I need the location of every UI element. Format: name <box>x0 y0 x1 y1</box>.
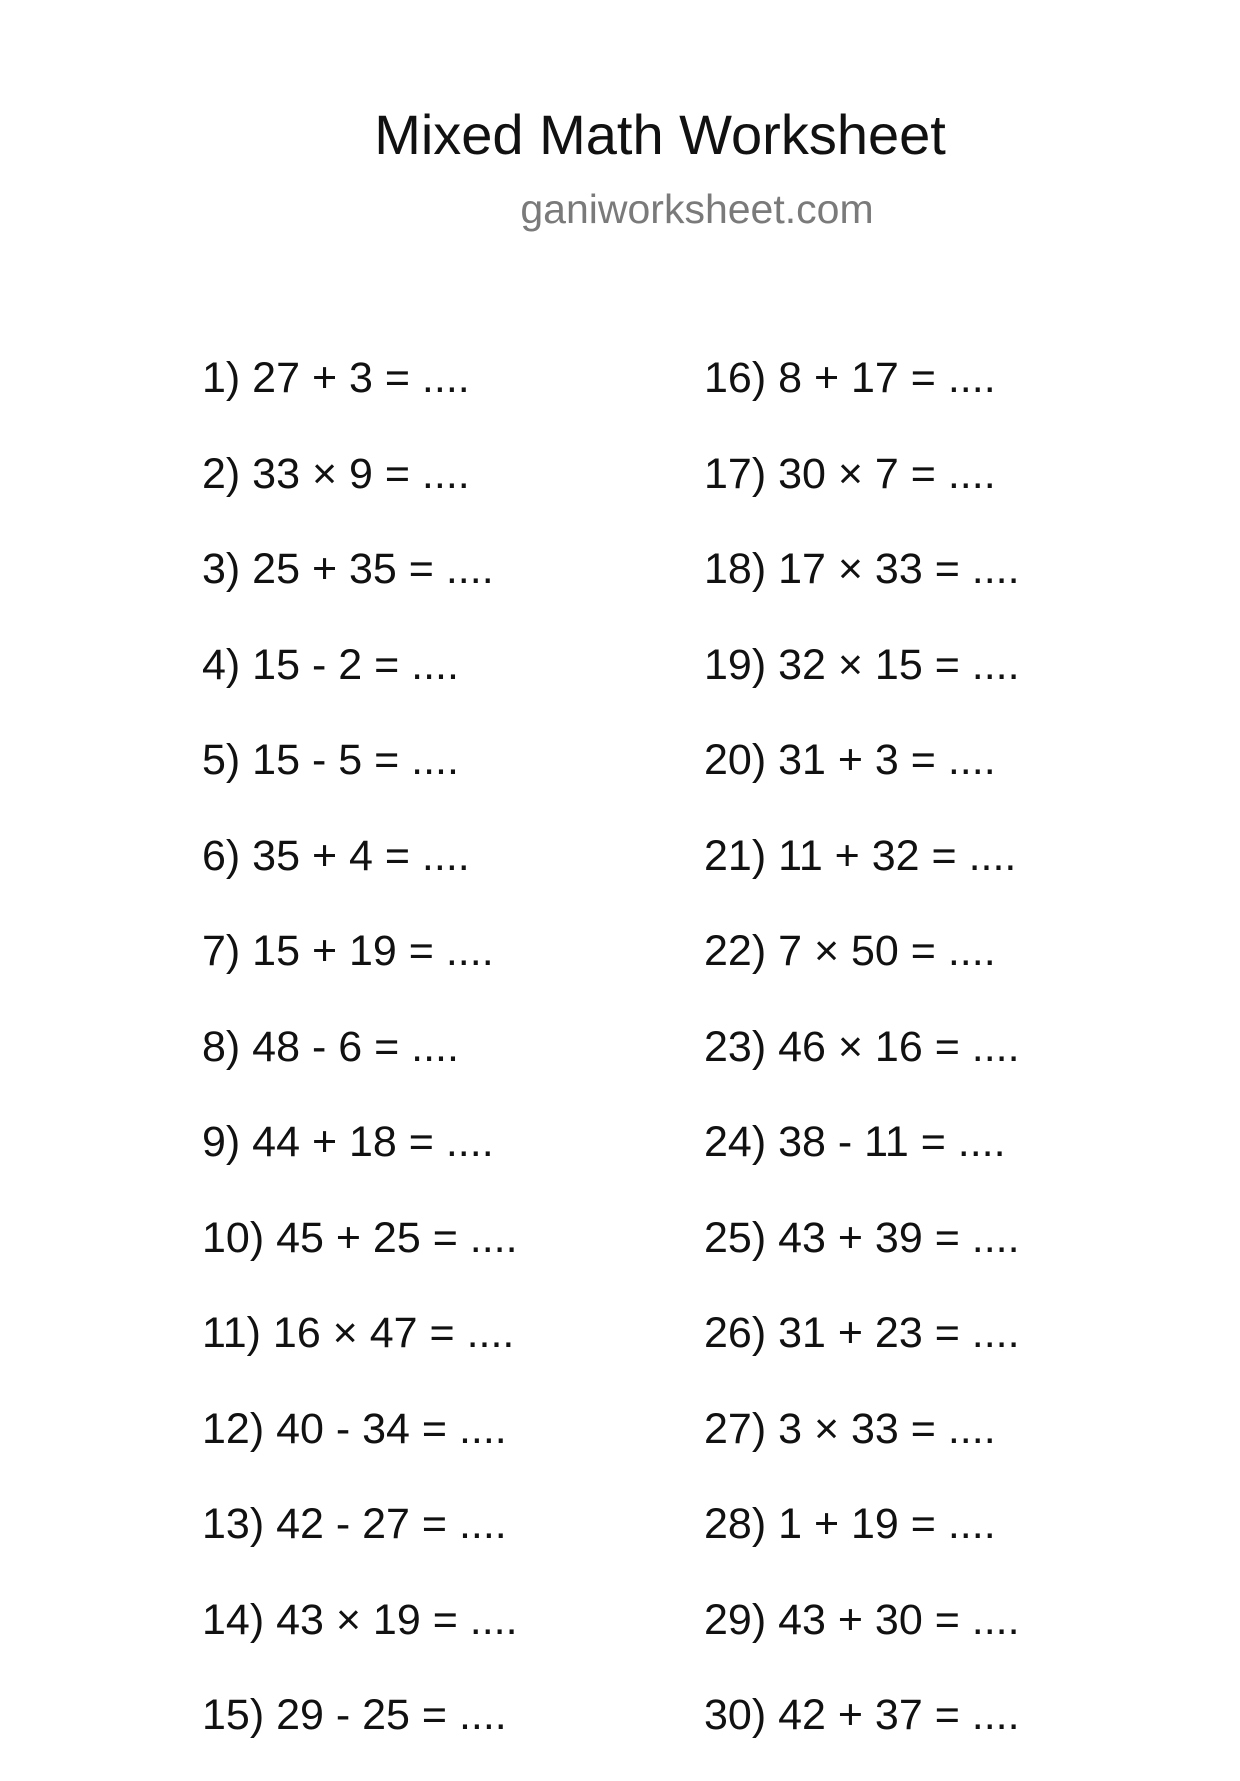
problem-item: 28) 1 + 19 = .... <box>704 1500 996 1548</box>
problem-column-right <box>704 348 1020 1781</box>
problem-item: 30) 42 + 37 = .... <box>704 1691 1020 1739</box>
problem-item: 15) 29 - 25 = .... <box>202 1691 507 1739</box>
problem-column-left <box>202 348 518 1781</box>
problem-item: 5) 15 - 5 = .... <box>202 736 459 784</box>
problem-item: 23) 46 × 16 = .... <box>704 1022 1020 1071</box>
problem-item: 27) 3 × 33 = .... <box>704 1404 996 1453</box>
problem-item: 8) 48 - 6 = .... <box>202 1022 459 1071</box>
problem-item: 20) 31 + 3 = .... <box>704 736 996 784</box>
page-title: Mixed Math Worksheet <box>374 103 946 166</box>
problem-item: 12) 40 - 34 = .... <box>202 1404 507 1453</box>
problem-item: 26) 31 + 23 = .... <box>704 1309 1020 1357</box>
problem-item: 11) 16 × 47 = .... <box>202 1309 515 1357</box>
problem-item: 4) 15 - 2 = .... <box>202 640 459 689</box>
problem-item: 18) 17 × 33 = .... <box>704 545 1020 593</box>
problem-item: 10) 45 + 25 = .... <box>202 1213 518 1262</box>
problem-item: 17) 30 × 7 = .... <box>704 449 996 498</box>
problem-item: 29) 43 + 30 = .... <box>704 1595 1020 1644</box>
site-url: ganiworksheet.com <box>520 186 874 232</box>
problem-item: 6) 35 + 4 = .... <box>202 831 470 880</box>
problem-item: 25) 43 + 39 = .... <box>704 1213 1020 1262</box>
problem-item: 13) 42 - 27 = .... <box>202 1500 507 1548</box>
problem-item: 21) 11 + 32 = .... <box>704 831 1017 880</box>
problem-item: 3) 25 + 35 = .... <box>202 545 494 593</box>
problem-item: 1) 27 + 3 = .... <box>202 354 470 402</box>
problem-item: 14) 43 × 19 = .... <box>202 1595 518 1644</box>
problem-item: 9) 44 + 18 = .... <box>202 1118 494 1166</box>
problem-item: 22) 7 × 50 = .... <box>704 927 996 975</box>
problem-item: 2) 33 × 9 = .... <box>202 449 470 498</box>
problem-item: 7) 15 + 19 = .... <box>202 927 494 975</box>
problem-item: 24) 38 - 11 = .... <box>704 1118 1006 1166</box>
problem-item: 19) 32 × 15 = .... <box>704 640 1020 689</box>
problem-item: 16) 8 + 17 = .... <box>704 354 996 402</box>
